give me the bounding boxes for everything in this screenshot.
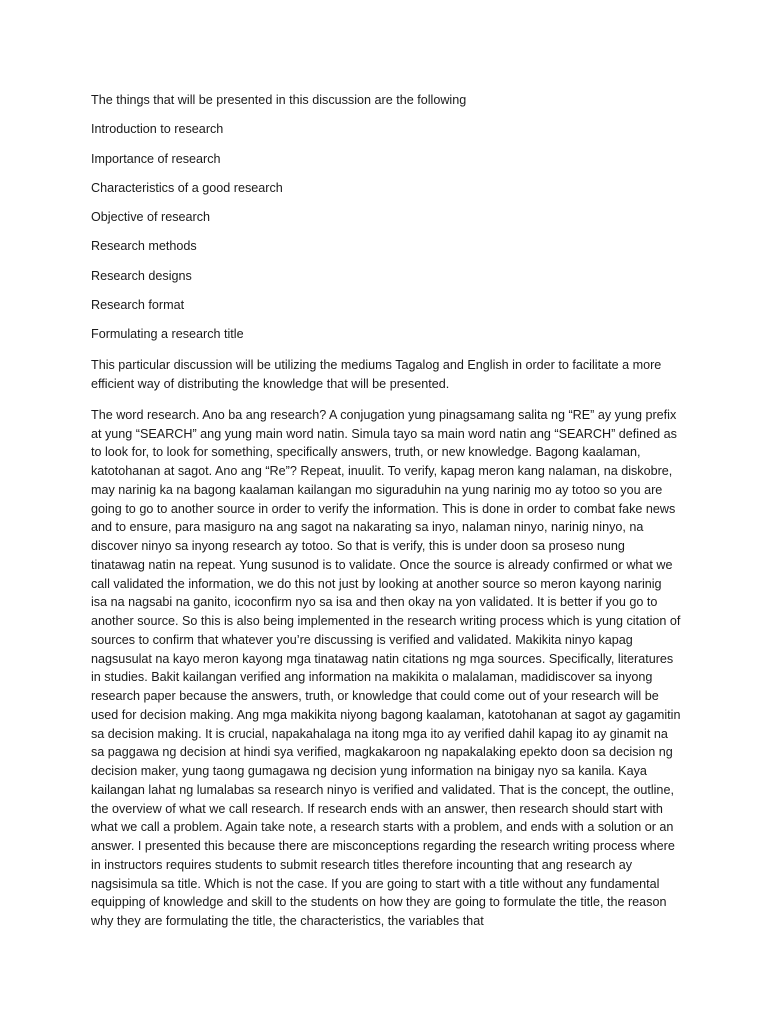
topic-item: Characteristics of a good research bbox=[91, 180, 283, 195]
topic-item: Research format bbox=[91, 298, 185, 313]
topic-item: Research designs bbox=[91, 268, 192, 283]
document-body bbox=[91, 92, 681, 943]
research-paragraph: The word research. Ano ba ang research? A conjugation yung pinagsamang salita ng “RE” ay yung prefix at yung “SEARCH” ang yung main word natin. Simula tayo sa main word natin ang “SEARCH” defined as to look for, to look for something, specifically answers, truth, or new knowledge. Bagong kaalaman, katotohanan at sagot. Ano ang “Re”? Repeat, inuulit. To verify, kapag meron kang nalaman, na diskobre, may narinig ka na bagong kaalaman kailangan mo siguraduhin na yung narinig mo ay totoo so you are going to go to another source in order to verify the information. This is done in order to combat fake news and to ensure, para masiguro na ang sagot na nakarating sa inyo, nalaman ninyo, narinig ninyo, na discover ninyo sa inyong research ay totoo. So that is verify, this is under doon sa proseso nung tinatawag natin na repeat. Yung susunod is to validate. Once the source is already confirmed or what we call validated the information, we do this not just by looking at another source so meron kayong narinig isa na nagsabi na ganito, icoconfirm nyo sa isa and then okay na yon validated. It is better if you go to another source. So this is also being implemented in the research writing process which is yung citation of sources to confirm that whatever you’re discussing is verified and validated. Makikita ninyo kapag nagsusulat na kayo meron kayong mga tinatawag natin citations ng mga sources. Specifically, literatures in studies. Bakit kailangan verified ang information na makikita o malalaman, madidiscover sa inyong research paper because the answers, truth, or knowledge that could come out of your research will be used for decision making. Ang mga makikita niyong bagong kaalaman, katotohanan at sagot ay gagamitin sa decision making. It is crucial, napakahalaga na itong mga ito ay verified dahil kapag ito ay ginamit na sa paggawa ng decision at hindi sya verified, magkakaroon ng napakalaking epekto doon sa decision ng decision maker, yung taong gumagawa ng decision yung information na binigay nyo sa kanila. Kaya kailangan lahat ng lumalabas sa research ninyo is verified and validated. That is the concept, the outline, the overview of what we call research. If research ends with an answer, then research should start with what we call a problem. Again take note, a research starts with a problem, and ends with a solution or an answer. I presented this because there are misconceptions regarding the research writing process where in instructors requires students to submit research titles therefore incounting that ang research ay nagsisimula sa title. Which is not the case. If you are going to start with a title without any fundamental equipping of knowledge and skill to the students on how they are going to formulate the title, the reason why they are formulating the title, the characteristics, the variables that bbox=[91, 407, 681, 929]
topic-item: Introduction to research bbox=[91, 122, 224, 137]
intro-line: The things that will be presented in this discussion are the following bbox=[91, 93, 467, 107]
mediums-paragraph: This particular discussion will be utilizing the mediums Tagalog and English in order to facilitate a more efficient way of distributing the knowledge that will be presented. bbox=[91, 357, 662, 391]
topic-item: Objective of research bbox=[91, 210, 210, 225]
topic-item: Importance of research bbox=[91, 151, 221, 166]
topic-item: Formulating a research title bbox=[91, 327, 244, 342]
topic-item: Research methods bbox=[91, 239, 197, 254]
